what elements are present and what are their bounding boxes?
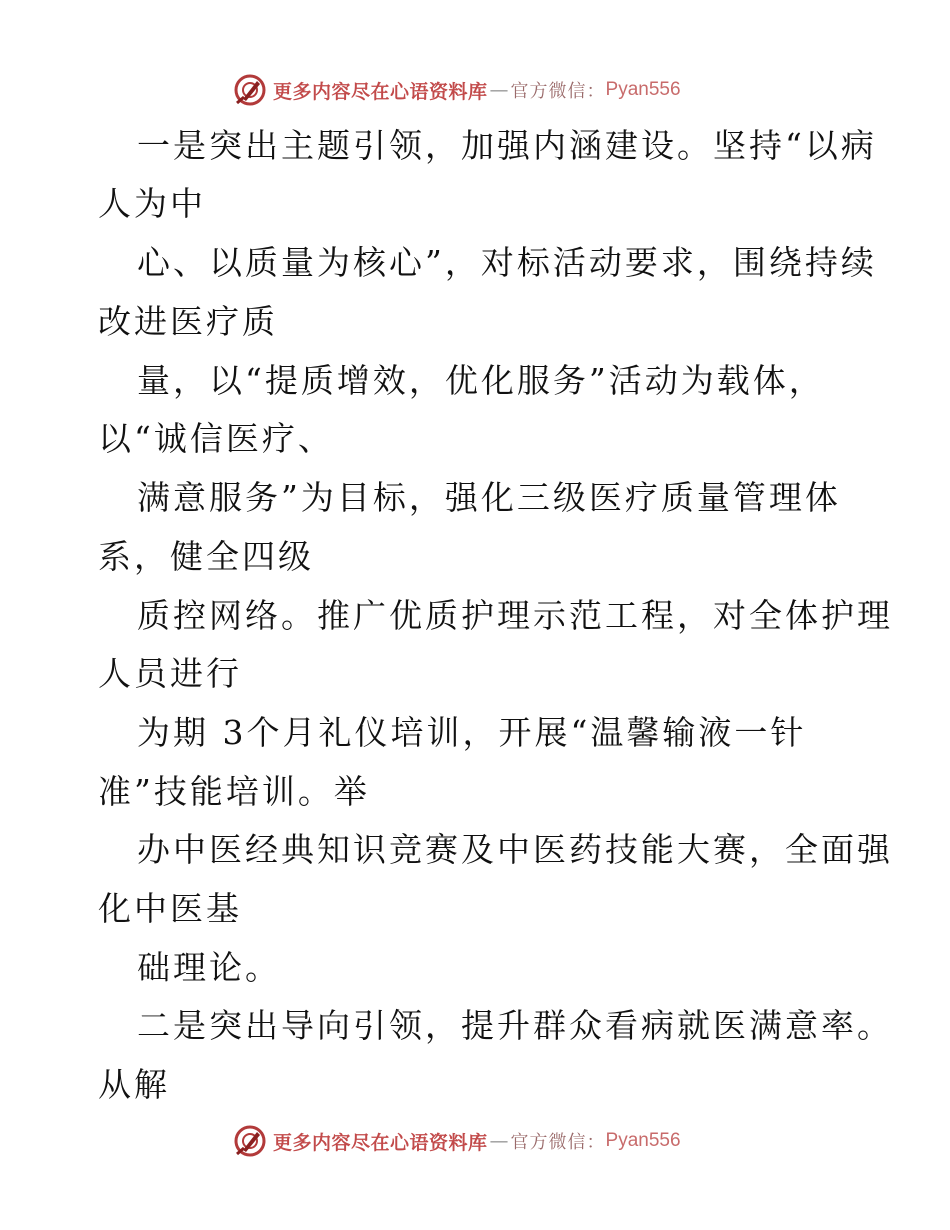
body-line: 改进医疗质 [98,302,278,341]
body-line: 满意服务”为目标，强化三级医疗质量管理体 [137,478,841,517]
body-line: 二是突出导向引领，提升群众看病就医满意率。 [137,1006,893,1045]
watermark-dash: — [489,79,509,101]
watermark-wechat-id: Pyan556 [605,79,681,100]
watermark-brand: 更多内容尽在心语资料库 [273,80,488,103]
header-watermark [233,73,681,107]
watermark-logo-icon [233,1124,267,1158]
watermark-logo-icon [233,73,267,107]
body-line: 人员进行 [98,654,242,693]
body-line: 量，以“提质增效，优化服务”活动为载体， [137,361,825,400]
body-line: 心、以质量为核心”，对标活动要求，围绕持续 [137,243,877,282]
watermark-wechat-id: Pyan556 [605,1130,681,1151]
body-line: 从解 [98,1065,170,1104]
body-line: 础理论。 [137,948,281,987]
body-line: 办中医经典知识竞赛及中医药技能大赛，全面强 [137,830,893,869]
body-line: 化中医基 [98,889,242,928]
watermark-wechat-label: 官方微信： [510,1132,606,1153]
body-line: 以“诚信医疗、 [98,419,334,458]
watermark-dash: — [489,1130,509,1152]
body-line: 为期 3个月礼仪培训，开展“温馨输液一针 [137,713,807,752]
watermark-brand: 更多内容尽在心语资料库 [273,1131,488,1154]
body-line: 人为中 [98,184,206,223]
watermark-wechat-label: 官方微信： [510,81,606,102]
footer-watermark [233,1124,681,1158]
body-line: 质控网络。推广优质护理示范工程，对全体护理 [137,596,893,635]
body-line: 系，健全四级 [98,537,314,576]
body-line: 一是突出主题引领，加强内涵建设。坚持“以病 [137,126,877,165]
body-line: 准”技能培训。举 [98,772,370,811]
